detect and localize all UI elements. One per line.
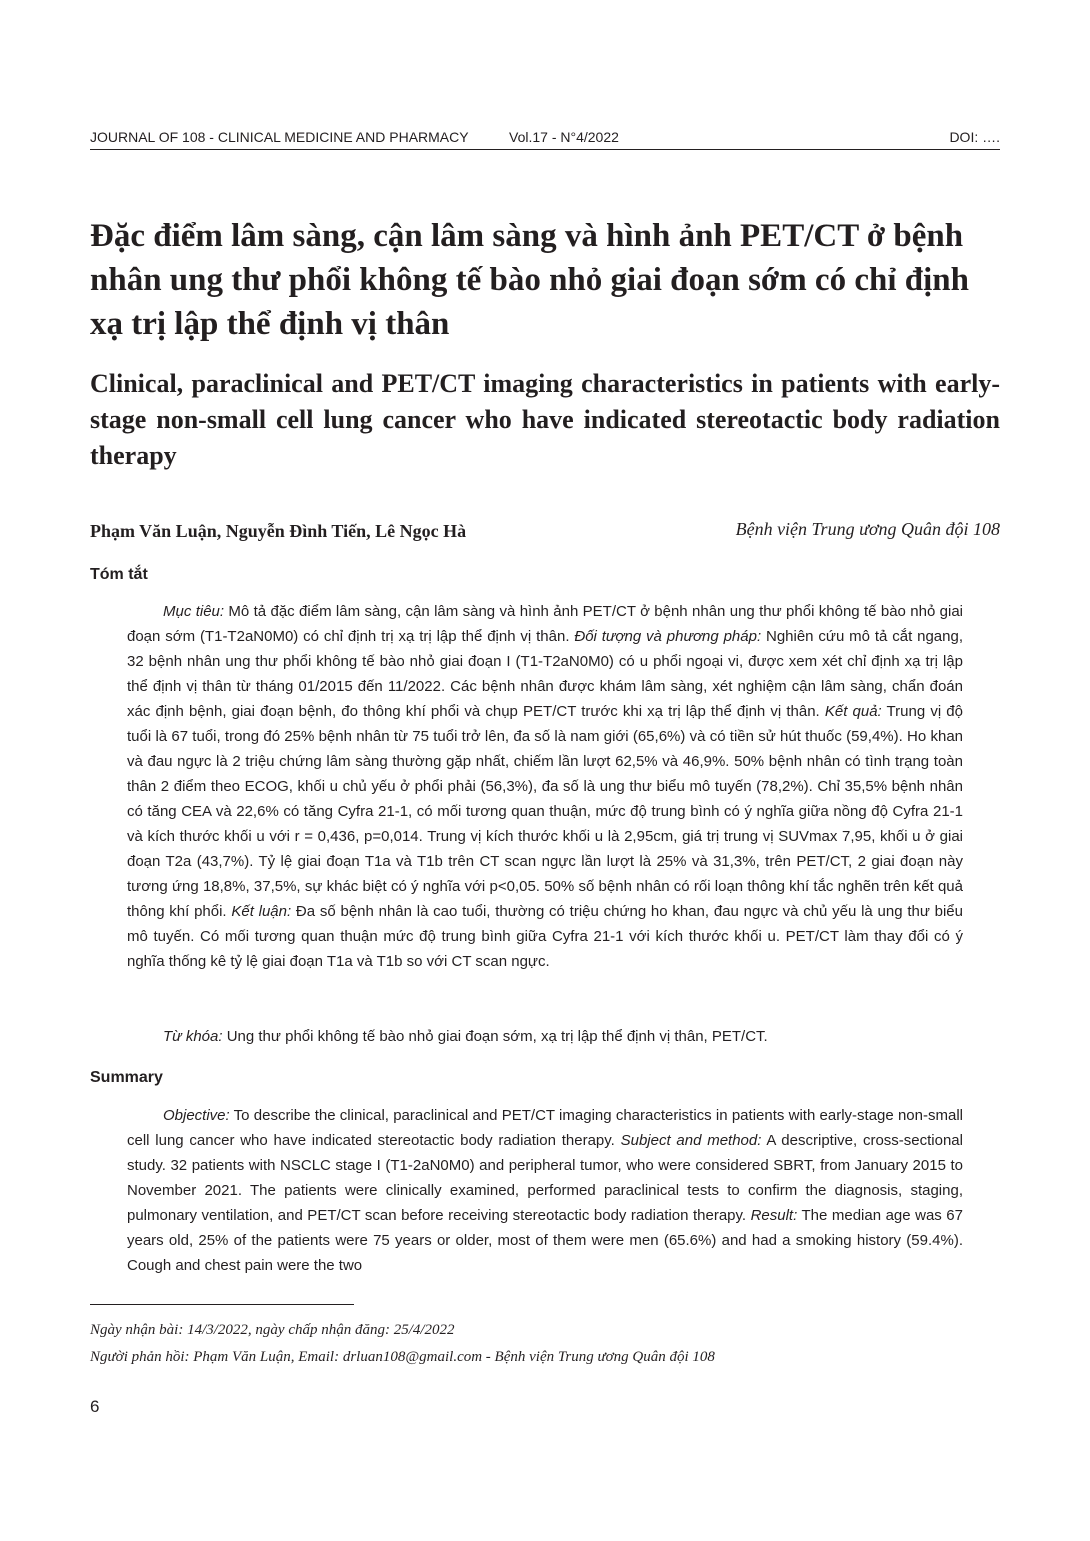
footnote-correspondence: Người phản hồi: Phạm Văn Luận, Email: drluan108@gmail.com - Bệnh viện Trung ương Quân đội 108 [90,1349,715,1365]
footnote-received: Ngày nhận bài: 14/3/2022, ngày chấp nhận đăng: 25/4/2022 [90,1322,455,1338]
abstract-en-result-label: Result: [750,1207,798,1224]
abstract-en-method: A descriptive, cross-sectional study. 32 patients with NSCLC stage I (T1-2aN0M0) and peripheral tumor, who were considered SBRT, from January 2015 to November 2021. The patients were clinically examined, performed paraclinical tests to confirm the diagnosis, staging, pulmonary ventilation, and PET/CT scan before receiving stereotactic body radiation therapy. [127,1132,963,1224]
abstract-vi-heading: Tóm tắt [90,566,148,583]
abstract-vi-objective-label: Mục tiêu: [163,603,225,620]
journal-name: JOURNAL OF 108 - CLINICAL MEDICINE AND PHARMACY [90,129,469,145]
abstract-en-heading: Summary [90,1069,163,1086]
abstract-vi-result: Trung vị độ tuổi là 67 tuổi, trong đó 25% bệnh nhân từ 75 tuổi trở lên, đa số là nam giới (65,6%) và có tiền sử hút thuốc (59,4%). Ho khan và đau ngực là 2 triệu chứng lâm sàng thường gặp nhất, chiếm lần lượt 62,5% và 46,9%. 50% bệnh nhân có tình trạng toàn thân 2 điểm theo ECOG, khối u chủ yếu ở phổi phải (56,3%), đa số là ung thư biểu mô tuyến (78,2%). Chỉ 35,5% bệnh nhân có tăng CEA và 22,6% có tăng Cyfra 21-1, có mối tương quan thuận, mức độ trung bình có ý nghĩa giữa nồng độ Cyfra 21-1 và kích thước khối u với r = 0,436, p=0,014. Trung vị kích thước khối u là 2,95cm, giá trị trung vị SUVmax 7,95, khối u ở giai đoạn T2a (43,7%). Tỷ lệ giai đoạn T1a và T1b trên CT scan ngực lần lượt là 25% và 31,3%, trên PET/CT, 2 giai đoạn này tương ứng 18,8%, 37,5%, sự khác biệt có ý nghĩa với p<0,05. 50% số bệnh nhân có rối loạn thông khí tắc nghẽn trên kết quả thông khí phổi. [127,703,963,920]
abstract-vi-conclusion: Đa số bệnh nhân là cao tuổi, thường có triệu chứng ho khan, đau ngực và chủ yếu là ung thư biểu mô tuyến. Có mối tương quan thuận mức độ trung bình giữa Cyfra 21-1 với kích thước khối u. PET/CT làm thay đổi có ý nghĩa thống kê tỷ lệ giai đoạn T1a và T1b so với CT scan ngực. [127,903,963,970]
running-head [90,129,1000,150]
affiliation: Bệnh viện Trung ương Quân đội 108 [735,519,1000,539]
doi: DOI: …. [949,129,1000,145]
title-english: Clinical, paraclinical and PET/CT imaging characteristics in patients with early-stage non-small cell lung cancer who have indicated stereotactic body radiation therapy [90,369,1000,470]
footnote-divider [90,1304,354,1305]
abstract-vi-method-label: Đối tượng và phương pháp: [574,628,762,645]
abstract-vi-objective: Mô tả đặc điểm lâm sàng, cận lâm sàng và hình ảnh PET/CT ở bệnh nhân ung thư phổi không tế bào nhỏ giai đoạn sớm (T1-T2aN0M0) có chỉ định trị xạ trị lập thể định vị thân. [127,603,964,645]
abstract-vi-conclusion-label: Kết luận: [231,903,292,920]
abstract-en-method-label: Subject and method: [620,1132,762,1149]
abstract-vi-method: Nghiên cứu mô tả cắt ngang, 32 bệnh nhân ung thư phổi không tế bào nhỏ giai đoạn I (T1-T2aN0M0) có u phổi ngoại vi, được xem xét chỉ định xạ trị lập thể định vị thân từ tháng 01/2015 đến 11/2022. Các bệnh nhân được khám lâm sàng, xét nghiệm cận lâm sàng, chẩn đoán xác định bệnh, giai đoạn bệnh, đo thông khí phổi và chụp PET/CT trước khi xạ trị lập thể định vị thân. [127,628,963,720]
abstract-en-objective-label: Objective: [163,1107,230,1124]
abstract-en [127,1103,963,1278]
journal-volume: Vol.17 - N°4/2022 [509,129,619,145]
keywords-label: Từ khóa: [163,1028,223,1045]
keywords-vi [127,1024,963,1049]
abstract-vi-result-label: Kết quả: [824,703,882,720]
abstract-en-objective: To describe the clinical, paraclinical and PET/CT imaging characteristics in patients with early-stage non-small cell lung cancer who have indicated stereotactic body radiation therapy. [127,1107,963,1149]
page-number: 6 [90,1397,100,1416]
title-vietnamese: Đặc điểm lâm sàng, cận lâm sàng và hình ảnh PET/CT ở bệnh nhân ung thư phổi không tế bào nhỏ giai đoạn sớm có chỉ định xạ trị lập thể định vị thân [90,218,969,342]
keywords-text: Ung thư phổi không tế bào nhỏ giai đoạn sớm, xạ trị lập thể định vị thân, PET/CT. [222,1028,768,1045]
abstract-en-result: The median age was 67 years old, 25% of the patients were 75 years or older, most of them were men (65.6%) and had a smoking history (59.4%). Cough and chest pain were the two [127,1207,963,1274]
authors: Phạm Văn Luận, Nguyễn Đình Tiến, Lê Ngọc Hà [90,521,467,541]
abstract-vi [127,599,963,974]
